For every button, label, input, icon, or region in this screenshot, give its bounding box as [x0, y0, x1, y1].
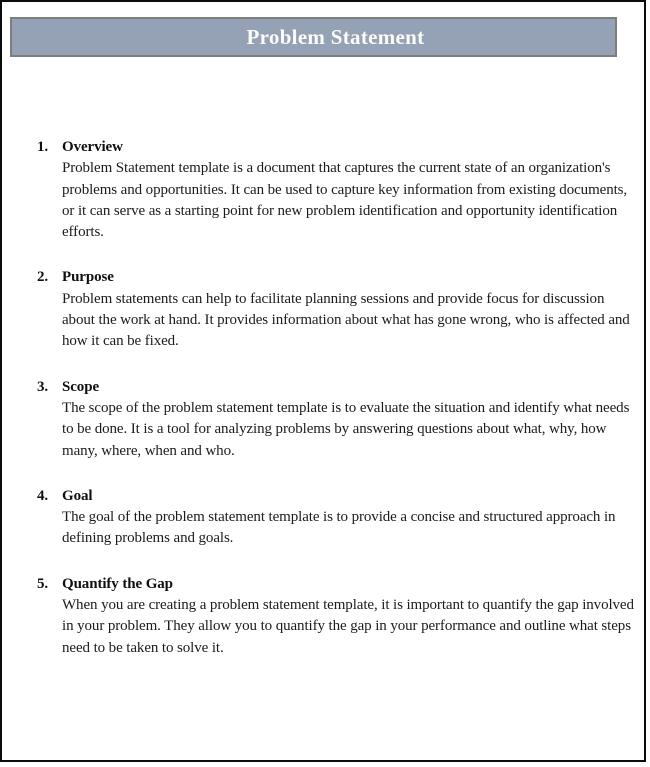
section-body: The scope of the problem statement template is to evaluate the situation and identify what needs to be done. It is a tool for analyzing problems by answering questions about what, why, how many, where, when and who.	[62, 399, 630, 459]
page-title: Problem Statement	[246, 24, 425, 49]
section-number: 3.	[37, 378, 49, 395]
section-heading: Quantify the Gap	[62, 575, 173, 592]
section-list	[37, 137, 637, 683]
section-number: 2.	[37, 269, 49, 286]
section-body: When you are creating a problem statement template, it is important to quantify the gap involved in your problem. They allow you to quantify the gap in your performance and outline what steps need to be taken to solve it.	[62, 597, 634, 656]
section-number: 5.	[37, 575, 49, 592]
section-body: Problem statements can help to facilitate planning sessions and provide focus for discussion about the work at hand. It provides information about what has gone wrong, who is affected and how it can be fixed.	[62, 290, 630, 350]
header-bar	[10, 17, 617, 57]
section-heading: Scope	[62, 378, 100, 395]
section-body: Problem Statement template is a document that captures the current state of an organization's problems and opportunities. It can be used to capture key information from existing documents, or it can serve as a starting point for new problem identification and opportunity identification efforts.	[62, 160, 628, 241]
section-scope	[37, 377, 637, 462]
section-purpose	[37, 267, 637, 352]
section-goal	[37, 486, 637, 550]
section-heading: Purpose	[62, 269, 114, 286]
section-heading: Overview	[62, 139, 123, 155]
section-heading: Goal	[62, 487, 93, 504]
section-quantify-the-gap	[37, 574, 637, 659]
section-number: 1.	[37, 139, 49, 155]
section-number: 4.	[37, 487, 49, 504]
section-overview	[37, 137, 637, 243]
section-body: The goal of the problem statement template is to provide a concise and structured approach in defining problems and goals.	[62, 509, 616, 547]
